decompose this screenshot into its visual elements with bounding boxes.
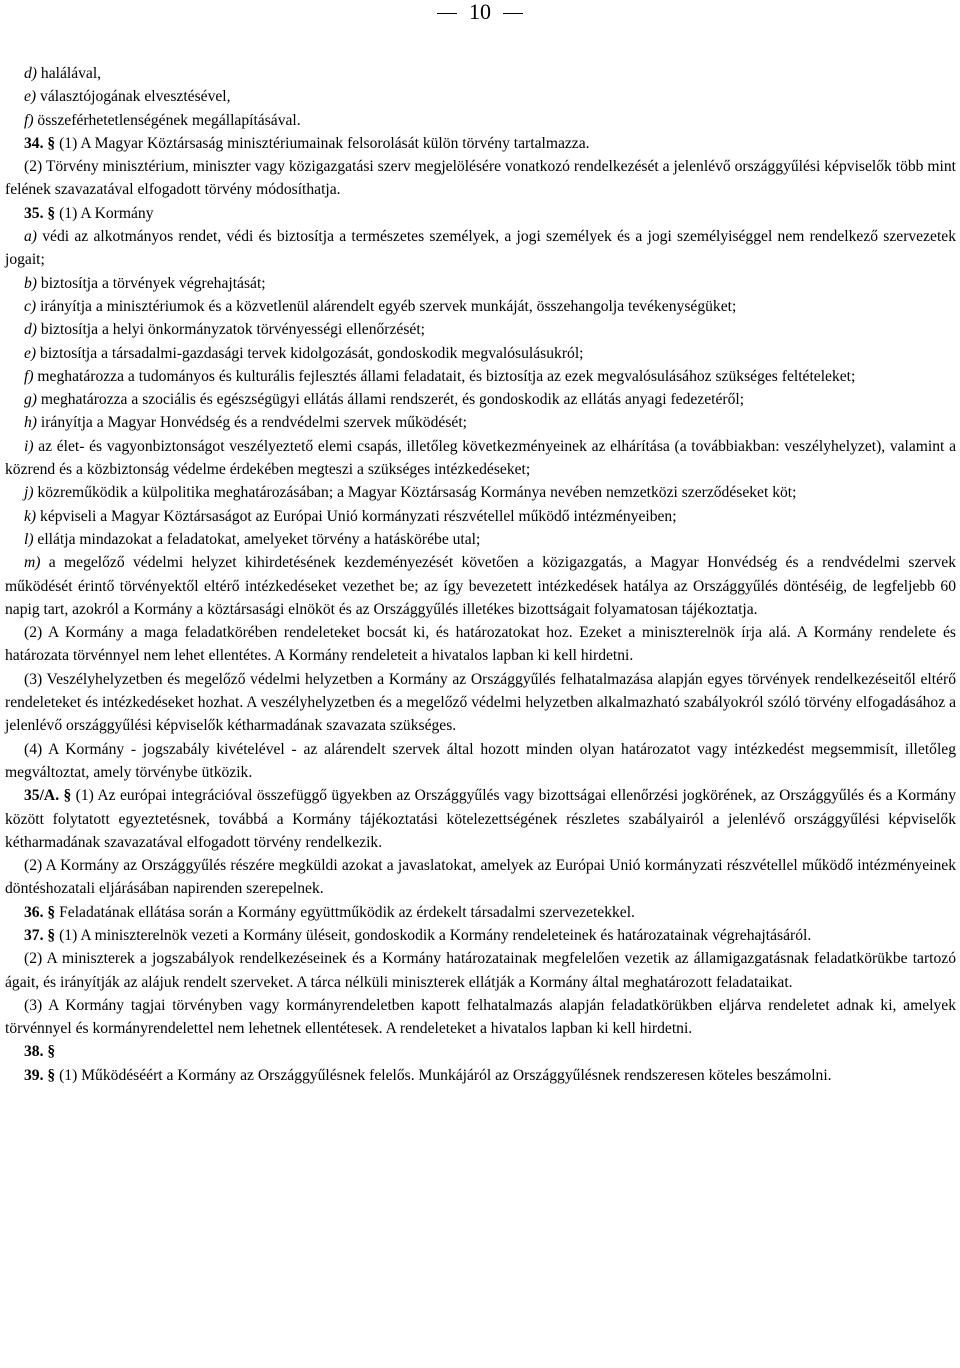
list-item: [5, 85, 956, 108]
page-number: [0, 0, 960, 24]
page-number-right-dash: [503, 13, 523, 14]
section-paragraph: [5, 1040, 956, 1063]
section-number: 35/A.: [24, 787, 60, 805]
list-item: [5, 225, 956, 272]
paragraph-text: meghatározza a tudományos és kulturális fejlesztés állami feladatait, és biztosítja az ezek megvalósulásához szükséges feltételeket;: [33, 367, 856, 385]
paragraph-text: irányítja a minisztériumok és a közvetlenül alárendelt egyéb szervek munkáját, összehangolja tevékenységüket;: [36, 297, 737, 315]
section-paragraph: [5, 784, 956, 854]
list-marker: d): [24, 65, 37, 82]
list-marker: i): [24, 437, 34, 455]
section-number: 35.: [24, 204, 44, 222]
list-item: [5, 272, 956, 295]
list-item: [5, 411, 956, 434]
page-number-text: 10: [469, 0, 491, 24]
paragraph-text: (3) A Kormány tagjai törvényben vagy kormányrendeletben kapott felhatalmazás alapján feladatkörükben eljárva rendeletet adnak ki, amelyek törvénnyel és kormányrendelettel nem lehetnek ellentétesek. A rendeleteket a hivatalos lapban ki kell hirdetni.: [5, 996, 956, 1038]
paragraph-text: közreműködik a külpolitika meghatározásában; a Magyar Köztársaság Kormánya nevében nemzetközi szerződéseket köt;: [33, 484, 797, 502]
section-sign: §: [47, 134, 56, 152]
section-sign: §: [47, 204, 56, 222]
paragraph-text: (1) Az európai integrációval összefüggő ügyekben az Országgyűlés vagy bizottságai ellenőrzési jogkörének, az Országgyűlés és a Kormány között folytatott egyeztetésnek, továbbá a Kormány tájékoztatási kötelezettségének részletes szabályairól a jelenlévő országgyűlési képviselők kétharmadának szavazatával elfogadott törvény rendelkezik.: [5, 787, 956, 851]
paragraph-text: választójogának elvesztésével,: [36, 88, 231, 106]
section-paragraph: [5, 202, 956, 225]
paragraph-text: halálával,: [37, 65, 102, 82]
paragraph-text: (2) A miniszterek a jogszabályok rendelkezéseinek és a Kormány határozatainak megfelelően vezetik az államigazgatásnak feladatkörükbe tartozó ágait, és irányítják az alájuk rendelt szerveket. A tárca nélküli miniszterek ellátják a Kormány által meghatározott feladataikat.: [5, 950, 956, 991]
list-item: [5, 295, 956, 318]
list-marker: m): [24, 554, 41, 572]
paragraph-text: védi az alkotmányos rendet, védi és biztosítja a természetes személyek, a jogi személyek és a jogi személyiséggel nem rendelkező szervezetek jogait;: [5, 228, 956, 269]
list-item: [5, 388, 956, 411]
list-item: [5, 435, 956, 482]
list-marker: a): [24, 228, 37, 246]
section-paragraph: [5, 1064, 956, 1087]
paragraph-text: Feladatának ellátása során a Kormány együttműködik az érdekelt társadalmi szervezetekkel.: [55, 903, 635, 921]
list-marker: h): [24, 414, 37, 432]
section-number: 34.: [24, 134, 44, 152]
section-paragraph: [5, 901, 956, 924]
paragraph-text: (2) A Kormány az Országgyűlés részére megküldi azokat a javaslatokat, amelyek az Európai Unió kormányzati részvétellel működő intézményeinek döntéshozatali eljárásában napirenden szerepelnek.: [5, 857, 956, 898]
list-item: [5, 109, 956, 132]
list-marker: g): [24, 391, 37, 409]
list-item: [5, 318, 956, 341]
list-marker: l): [24, 530, 34, 548]
list-marker: f): [24, 367, 34, 385]
list-marker: e): [24, 88, 37, 106]
paragraph: [5, 947, 956, 994]
paragraph-text: (1) Működéséért a Kormány az Országgyűlésnek felelős. Munkájáról az Országgyűlésnek rendszeresen köteles beszámolni.: [55, 1066, 832, 1084]
paragraph-text: az élet- és vagyonbiztonságot veszélyeztető elemi csapás, illetőleg következményeinek az elhárítása (a továbbiakban: veszélyhelyzet), valamint a közrend és a közbiztonság védelme érdekében megteszi a szükséges intézkedéseket;: [5, 437, 956, 479]
paragraph-text: biztosítja a társadalmi-gazdasági tervek kidolgozását, gondoskodik megvalósulásukról;: [36, 344, 584, 362]
list-item: [5, 62, 956, 85]
paragraph-text: biztosítja a helyi önkormányzatok törvényességi ellenőrzését;: [37, 321, 425, 339]
paragraph: [5, 155, 956, 202]
section-sign: §: [47, 1043, 56, 1061]
list-item: [5, 342, 956, 365]
section-sign: §: [63, 787, 72, 805]
paragraph-text: (1) A miniszterelnök vezeti a Kormány üléseit, gondoskodik a Kormány rendeleteinek és határozatainak végrehajtásáról.: [55, 926, 812, 944]
list-item: [5, 365, 956, 388]
list-marker: b): [24, 274, 37, 292]
paragraph: [5, 668, 956, 738]
section-paragraph: [5, 924, 956, 947]
paragraph-text: (2) Törvény minisztérium, miniszter vagy közigazgatási szerv megjelölésére vonatkozó rendelkezését a jelenlévő országgyűlési képviselők több mint felének szavazatával elfogadott törvény módosíthatja.: [5, 158, 956, 199]
section-paragraph: [5, 132, 956, 155]
list-item: [5, 551, 956, 621]
paragraph-text: (2) A Kormány a maga feladatkörében rendeleteket bocsát ki, és határozatokat hoz. Ezeket a miniszterelnök írja alá. A Kormány rendelete és határozata törvénnyel nem lehet ellentétes. A Kormány rendeleteit a hivatalos lapban ki kell hirdetni.: [5, 624, 956, 665]
section-sign: §: [47, 903, 56, 921]
section-number: 37.: [24, 926, 44, 944]
paragraph-text: ellátja mindazokat a feladatokat, amelyeket törvény a hatáskörébe utal;: [33, 530, 481, 548]
paragraph-text: (3) Veszélyhelyzetben és megelőző védelmi helyzetben a Kormány az Országgyűlés felhatalmazása alapján egyes törvények rendelkezéseitől eltérő rendeleteket és intézkedéseket hozhat. A veszélyhelyzetben és a megelőző védelmi helyzetben alkalmazható szabályokról szóló törvény elfogadásához a jelenlévő országgyűlési képviselők kétharmadának szavazata szükséges.: [5, 670, 956, 735]
paragraph-text: összeférhetetlenségének megállapításával.: [33, 111, 301, 129]
paragraph-text: meghatározza a szociális és egészségügyi ellátás állami rendszerét, és gondoskodik az ellátás anyagi fedezetéről;: [37, 391, 745, 409]
list-marker: j): [24, 484, 34, 502]
paragraph: [5, 621, 956, 668]
paragraph: [5, 994, 956, 1041]
section-sign: §: [47, 1066, 56, 1084]
paragraph-text: a megelőző védelmi helyzet kihirdetésének kezdeményezését követően a közigazgatás, a Magyar Honvédség és a rendvédelmi szervek működését érintő törvényektől eltérő intézkedéseket vezethet be; az így bevezetett intézkedések hatálya az Országgyűlés döntéséig, de legfeljebb 60 napig tart, azokról a Kormány a köztársasági elnököt és az Országgyűlés illetékes bizottságait folyamatosan tájékoztatja.: [5, 554, 956, 618]
paragraph-text: képviseli a Magyar Köztársaságot az Európai Unió kormányzati részvétellel működő intézményeiben;: [36, 507, 677, 525]
section-sign: §: [47, 926, 56, 944]
list-marker: f): [24, 111, 34, 129]
list-marker: k): [24, 507, 37, 525]
list-item: [5, 481, 956, 504]
page-number-left-dash: [437, 13, 457, 14]
paragraph-text: (1) A Magyar Köztársaság minisztériumainak felsorolását külön törvény tartalmazza.: [55, 134, 590, 152]
paragraph: [5, 854, 956, 901]
list-marker: c): [24, 297, 37, 315]
list-item: [5, 528, 956, 551]
paragraph: [5, 738, 956, 785]
paragraph-text: (4) A Kormány - jogszabály kivételével - az alárendelt szervek által hozott minden olyan határozatot vagy intézkedést megsemmisít, illetőleg megváltoztat, amely törvénybe ütközik.: [5, 740, 956, 781]
list-marker: d): [24, 321, 37, 339]
paragraph-text: irányítja a Magyar Honvédség és a rendvédelmi szervek működését;: [37, 414, 467, 432]
list-marker: e): [24, 344, 37, 362]
paragraph-text: biztosítja a törvények végrehajtását;: [37, 274, 266, 292]
section-number: 39.: [24, 1066, 44, 1084]
section-number: 36.: [24, 903, 44, 921]
section-number: 38.: [24, 1043, 44, 1061]
list-item: [5, 505, 956, 528]
paragraph-text: (1) A Kormány: [55, 204, 154, 222]
document-body: [5, 62, 956, 1087]
